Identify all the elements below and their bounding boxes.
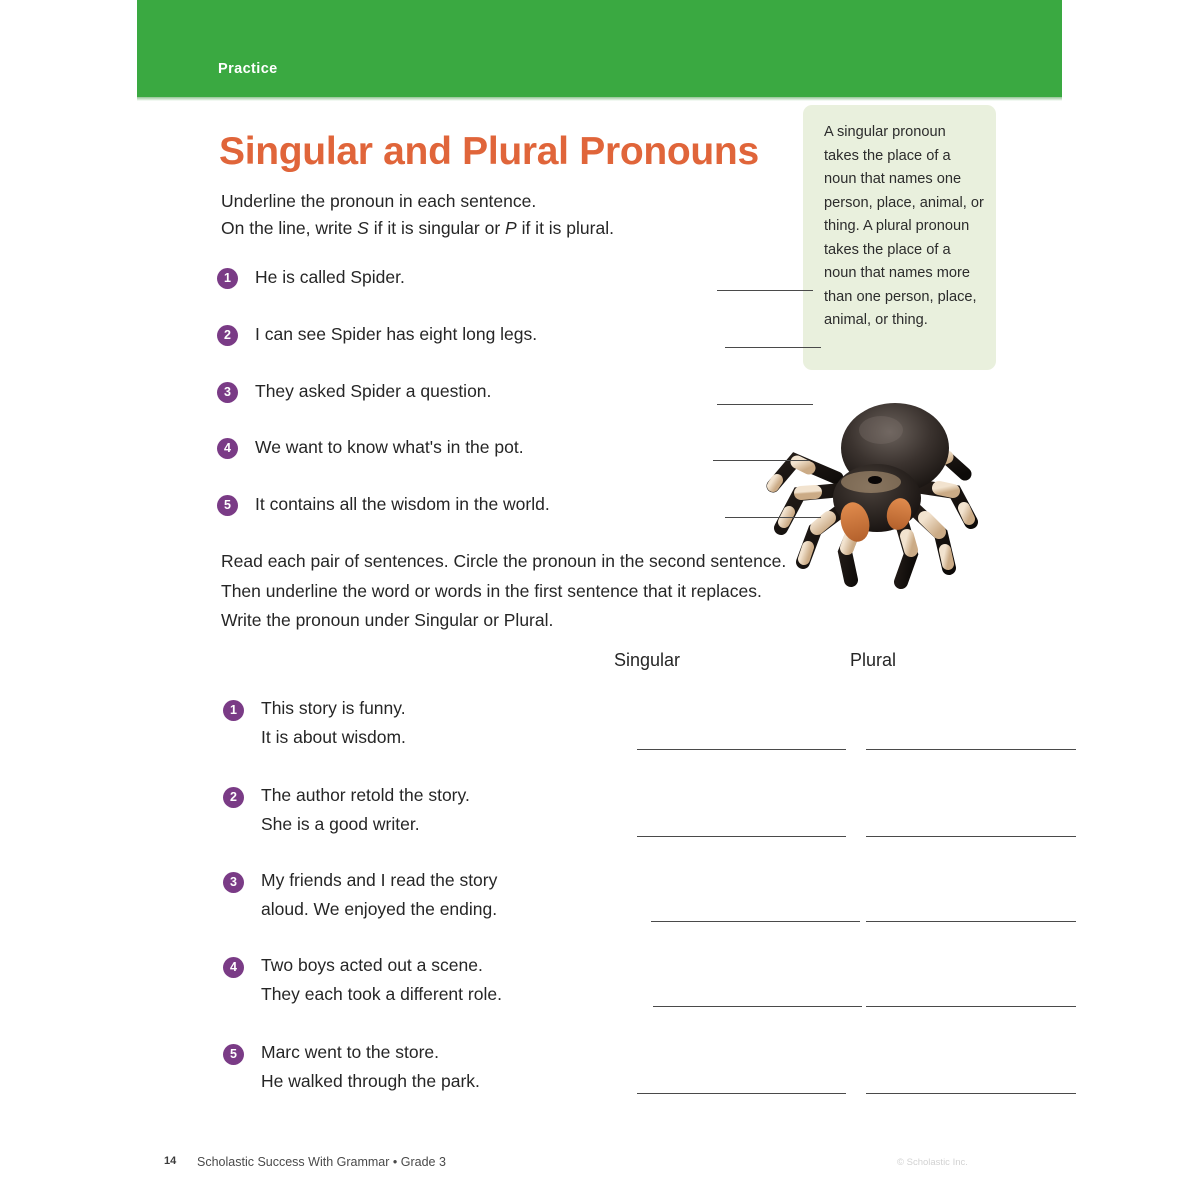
item-number-badge: 2	[223, 787, 244, 808]
page-title: Singular and Plural Pronouns	[219, 130, 759, 173]
exercise2-sentence-first: The author retold the story.	[261, 785, 470, 805]
answer-blank-line[interactable]	[717, 290, 813, 291]
exercise2-sentence-second: He walked through the park.	[261, 1071, 480, 1091]
answer-blank-line[interactable]	[713, 460, 809, 461]
instruction-letter-p: P	[505, 218, 517, 238]
exercise2-sentence-first: This story is funny.	[261, 698, 406, 718]
exercise1-row	[217, 382, 837, 416]
exercise2-sentence-first: Marc went to the store.	[261, 1042, 439, 1062]
practice-tab-label: Practice	[218, 61, 278, 77]
instruction-line-2-a: On the line, write	[221, 218, 358, 238]
footer-copyright: © Scholastic Inc.	[897, 1157, 968, 1168]
answer-blank-singular[interactable]	[653, 1006, 862, 1007]
answer-blank-plural[interactable]	[866, 1006, 1076, 1007]
item-number-badge: 1	[217, 268, 238, 289]
worksheet-page	[137, 0, 1062, 1200]
exercise1-row	[217, 268, 837, 302]
exercise2-sentence-second: They each took a different role.	[261, 984, 502, 1004]
column-header-singular: Singular	[614, 650, 681, 670]
footer-book-title: Scholastic Success With Grammar • Grade 3	[197, 1155, 446, 1169]
definition-text: A singular pronoun takes the place of a noun that names one person, place, animal, or thing. A plural pronoun takes the place of a noun that names more than one person, place, animal, or thing.	[824, 124, 984, 328]
exercise1-sentence: I can see Spider has eight long legs.	[255, 324, 538, 344]
answer-blank-singular[interactable]	[651, 921, 860, 922]
instruction-line-2-b: if it is singular or	[368, 218, 506, 238]
instruction-line-2-c: if it is plural.	[516, 218, 614, 238]
exercise1-sentence: He is called Spider.	[255, 267, 405, 287]
instructions-block-two: Read each pair of sentences. Circle the pronoun in the second sentence. Then underline the word or words in the first sentence that it replaces. Write the pronoun under Singular or Plural.	[221, 551, 787, 630]
answer-blank-plural[interactable]	[866, 836, 1076, 837]
exercise2-sentence-second: She is a good writer.	[261, 814, 420, 834]
answer-blank-singular[interactable]	[637, 836, 846, 837]
exercise1-sentence: They asked Spider a question.	[255, 381, 492, 401]
exercise2-sentence-second: It is about wisdom.	[261, 727, 406, 747]
answer-blank-plural[interactable]	[866, 749, 1076, 750]
exercise1-row	[217, 438, 837, 472]
instruction-line-1: Underline the pronoun in each sentence.	[221, 191, 537, 211]
footer-page-number: 14	[164, 1155, 177, 1167]
item-number-badge: 3	[223, 872, 244, 893]
exercise2-sentence-first: Two boys acted out a scene.	[261, 955, 483, 975]
item-number-badge: 2	[217, 325, 238, 346]
answer-blank-plural[interactable]	[866, 1093, 1076, 1094]
answer-blank-line[interactable]	[725, 517, 821, 518]
banner-shadow	[137, 97, 1062, 101]
exercise1-sentence: It contains all the wisdom in the world.	[255, 494, 550, 514]
exercise1-sentence: We want to know what's in the pot.	[255, 437, 524, 457]
exercise1-row	[217, 495, 837, 529]
exercise1-row	[217, 325, 837, 359]
green-header-banner	[137, 0, 1062, 97]
item-number-badge: 1	[223, 700, 244, 721]
column-header-plural: Plural	[850, 650, 897, 670]
item-number-badge: 3	[217, 382, 238, 403]
answer-blank-line[interactable]	[725, 347, 821, 348]
item-number-badge: 4	[223, 957, 244, 978]
answer-blank-singular[interactable]	[637, 749, 846, 750]
answer-blank-plural[interactable]	[866, 921, 1076, 922]
instructions-block-one	[221, 188, 751, 242]
item-number-badge: 5	[217, 495, 238, 516]
exercise2-sentence-first: My friends and I read the story	[261, 870, 498, 890]
instruction-letter-s: S	[357, 218, 369, 238]
item-number-badge: 5	[223, 1044, 244, 1065]
item-number-badge: 4	[217, 438, 238, 459]
answer-blank-singular[interactable]	[637, 1093, 846, 1094]
exercise2-sentence-second: aloud. We enjoyed the ending.	[261, 899, 498, 919]
answer-blank-line[interactable]	[717, 404, 813, 405]
